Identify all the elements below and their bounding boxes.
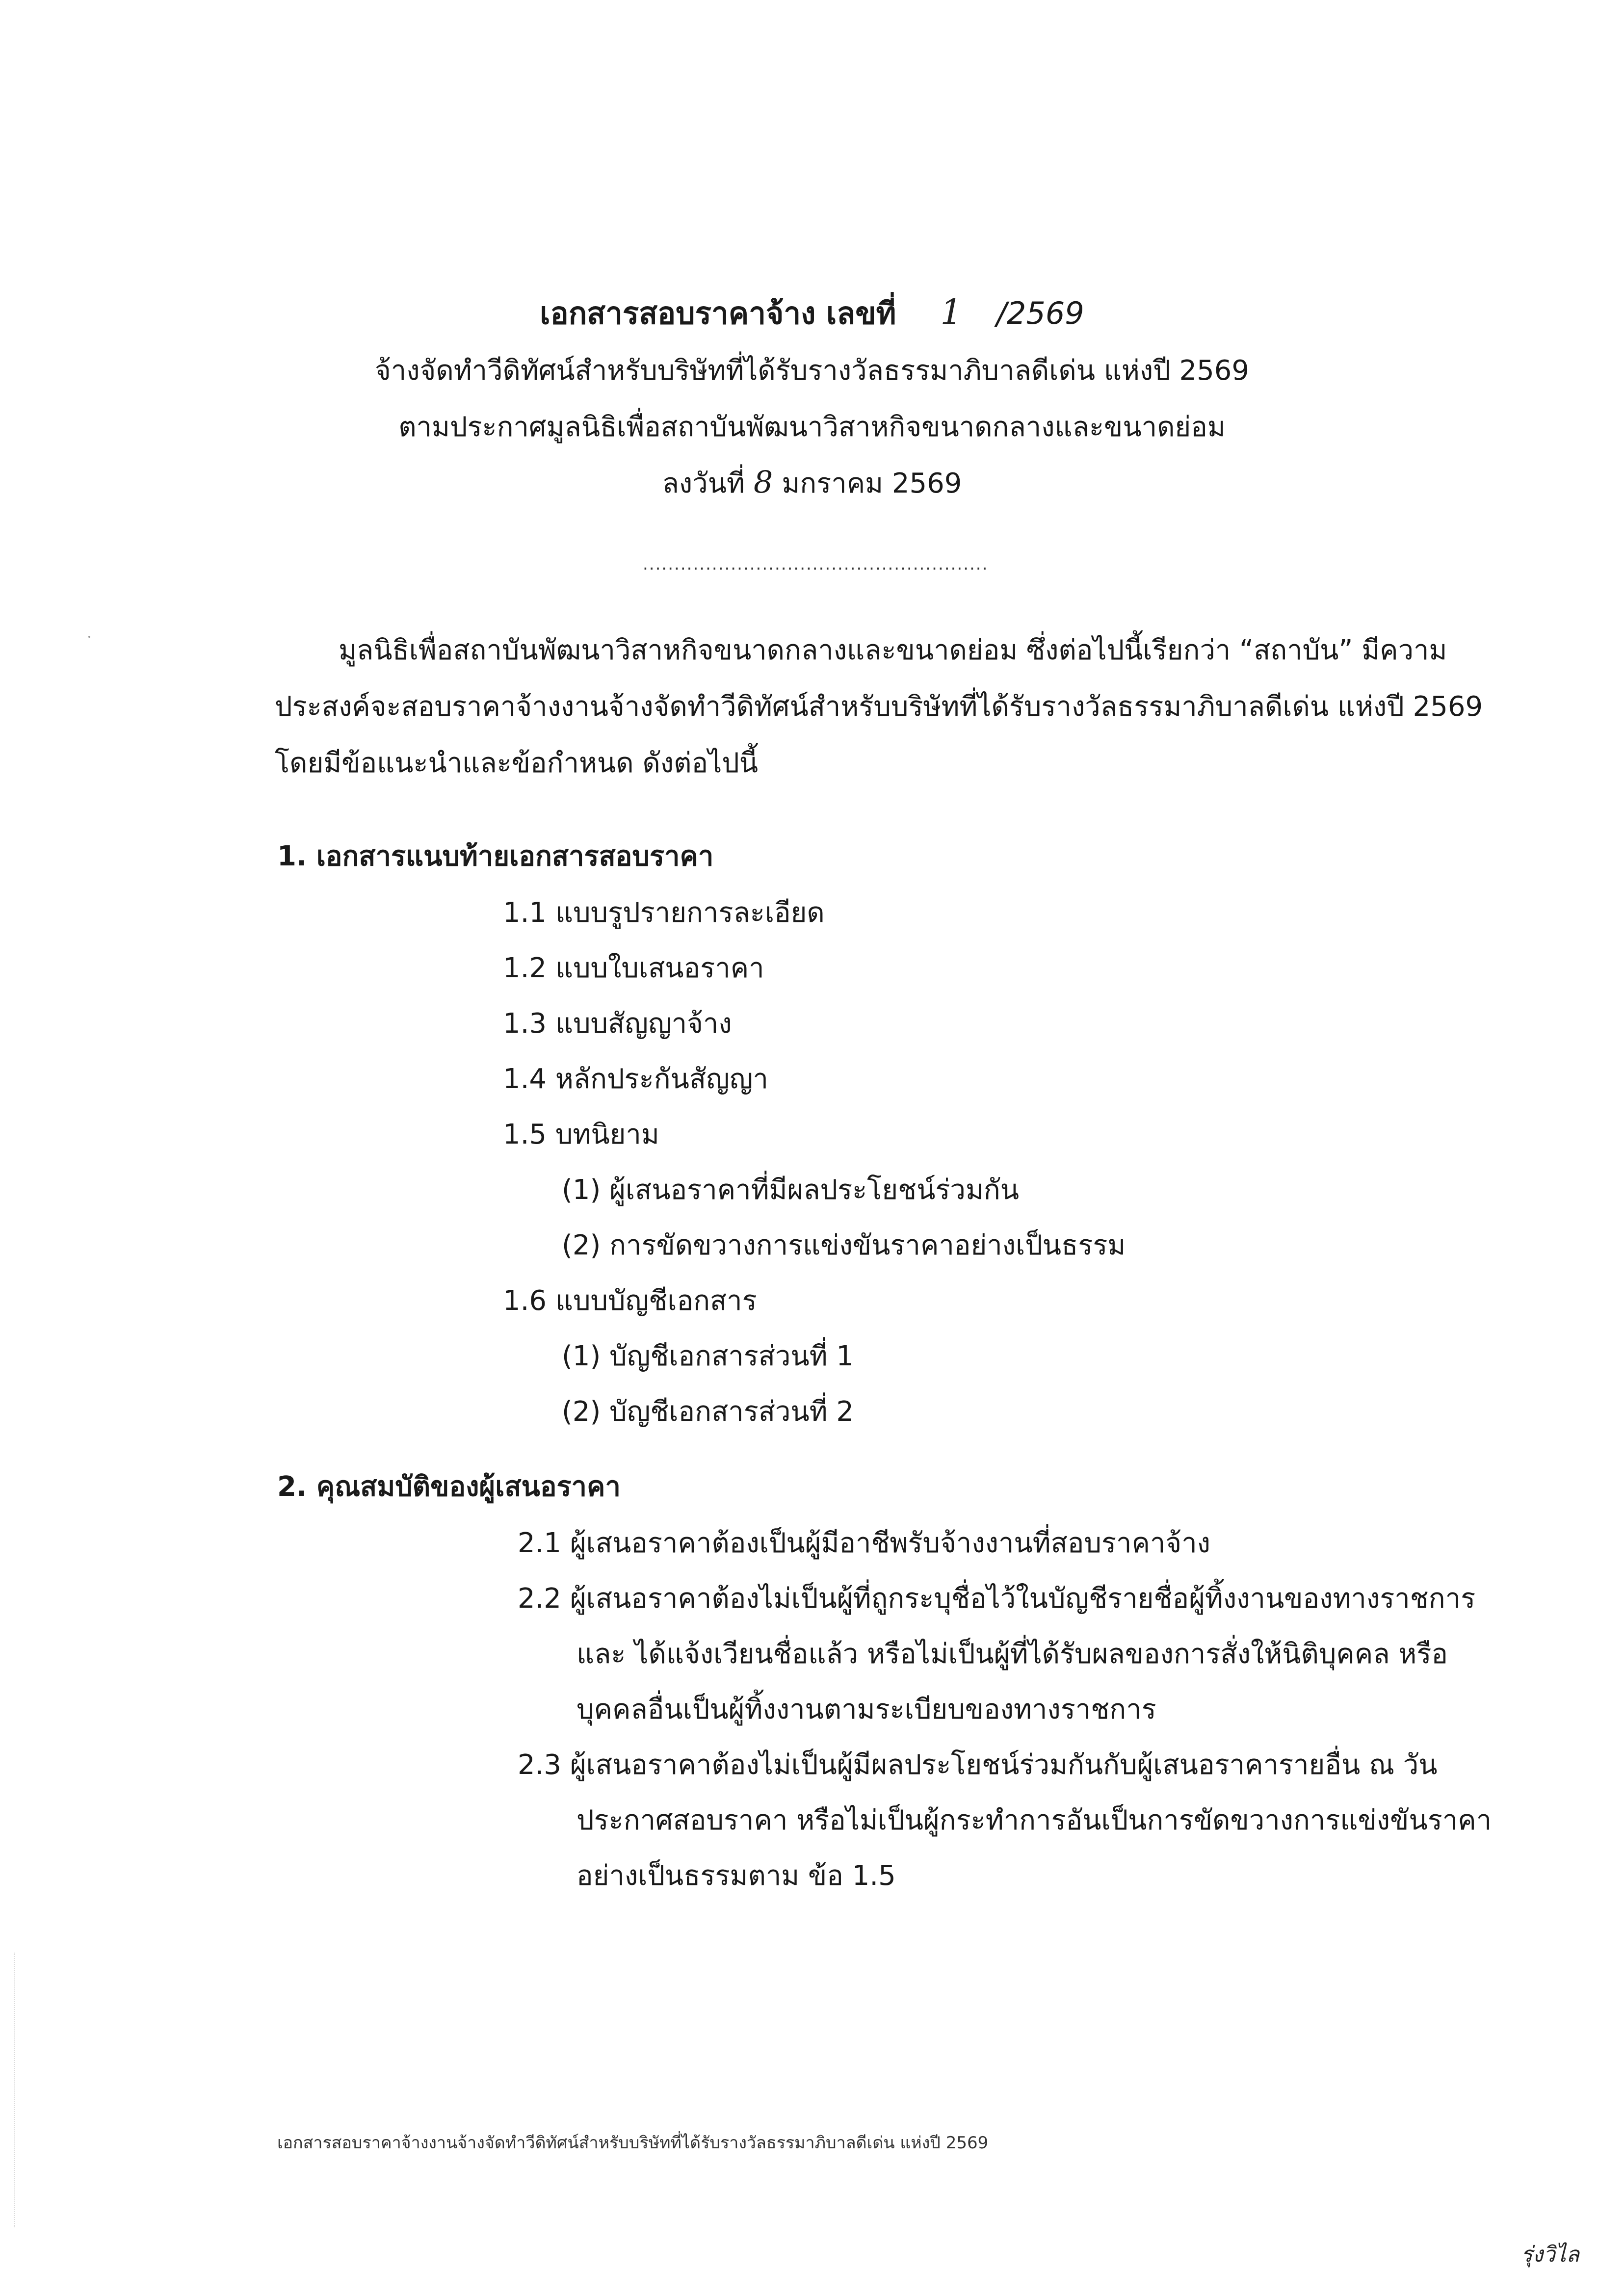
section-2-line: ประกาศสอบราคา หรือไม่เป็นผู้กระทำการอันเป็นการขัดขวางการแข่งขันราคา (576, 1804, 1492, 1836)
intro-line-3: โดยมีข้อแนะนำและข้อกำหนด ดังต่อไปนี้ (275, 747, 759, 779)
date-rest: มกราคม 2569 (782, 468, 962, 499)
subtitle-line-1: จ้างจัดทำวีดิทัศน์สำหรับบริษัทที่ได้รับรางวัลธรรมาภิบาลดีเด่น แห่งปี 2569 (374, 355, 1250, 387)
section-1-item: 1.6 แบบบัญชีเอกสาร (503, 1285, 757, 1317)
scan-edge-artifact (14, 1953, 18, 2227)
separator-dots: ....................................................... (643, 554, 989, 574)
section-1-subitem: (2) บัญชีเอกสารส่วนที่ 2 (562, 1396, 854, 1428)
subtitle-line-2: ตามประกาศมูลนิธิเพื่อสถาบันพัฒนาวิสาหกิจขนาดกลางและขนาดย่อม (398, 411, 1226, 443)
section-2-line: 2.3 ผู้เสนอราคาต้องไม่เป็นผู้มีผลประโยชน์ร่วมกันกับผู้เสนอราคารายอื่น ณ วัน (518, 1749, 1438, 1781)
section-1-item: 1.3 แบบสัญญาจ้าง (503, 1008, 732, 1040)
intro-line-1: มูลนิธิเพื่อสถาบันพัฒนาวิสาหกิจขนาดกลางและขนาดย่อม ซึ่งต่อไปนี้เรียกว่า “สถาบัน” มีความ (339, 634, 1447, 666)
section-2-line: 2.2 ผู้เสนอราคาต้องไม่เป็นผู้ที่ถูกระบุชื่อไว้ในบัญชีรายชื่อผู้ทิ้งงานของทางราชการ (518, 1583, 1476, 1615)
section-1-subitem: (1) ผู้เสนอราคาที่มีผลประโยชน์ร่วมกัน (562, 1174, 1020, 1206)
date-line (0, 461, 1624, 505)
section-1-subitem: (1) บัญชีเอกสารส่วนที่ 1 (562, 1340, 854, 1372)
section-1-item: 1.1 แบบรูปรายการละเอียด (503, 897, 825, 929)
section-2-line: 2.1 ผู้เสนอราคาต้องเป็นผู้มีอาชีพรับจ้างงานที่สอบราคาจ้าง (518, 1527, 1210, 1559)
scan-speck (88, 636, 90, 638)
handwritten-day: 8 (753, 464, 773, 500)
section-1-heading: 1. เอกสารแนบท้ายเอกสารสอบราคา (277, 840, 714, 872)
title-main: เอกสารสอบราคาจ้าง เลขที่ (540, 295, 896, 331)
handwritten-document-number: 1 (940, 292, 963, 332)
date-prefix: ลงวันที่ (662, 468, 745, 499)
section-2-line: อย่างเป็นธรรมตาม ข้อ 1.5 (576, 1860, 896, 1892)
section-2-line: และ ได้แจ้งเวียนชื่อแล้ว หรือไม่เป็นผู้ที่ได้รับผลของการสั่งให้นิติบุคคล หรือ (576, 1638, 1448, 1670)
section-1-item: 1.5 บทนิยาม (503, 1119, 659, 1150)
section-2-line: บุคคลอื่นเป็นผู้ทิ้งงานตามระเบียบของทางราชการ (576, 1694, 1156, 1725)
page-footer: เอกสารสอบราคาจ้างงานจ้างจัดทำวีดิทัศน์สำหรับบริษัทที่ได้รับรางวัลธรรมาภิบาลดีเด่น แห่งปี 2569 (277, 2133, 989, 2153)
handwritten-initials: รุ่งวิไล (1521, 2242, 1579, 2267)
document-title (0, 289, 1624, 338)
section-2-heading: 2. คุณสมบัติของผู้เสนอราคา (277, 1471, 621, 1503)
title-year-suffix: /2569 (996, 295, 1084, 331)
section-1-item: 1.2 แบบใบเสนอราคา (503, 952, 764, 984)
section-1-subitem: (2) การขัดขวางการแข่งขันราคาอย่างเป็นธรรม (562, 1229, 1126, 1261)
section-1-item: 1.4 หลักประกันสัญญา (503, 1063, 768, 1095)
intro-line-2: ประสงค์จะสอบราคาจ้างงานจ้างจัดทำวีดิทัศน์สำหรับบริษัทที่ได้รับรางวัลธรรมาภิบาลดีเด่น แห่งปี 2569 (275, 691, 1483, 723)
